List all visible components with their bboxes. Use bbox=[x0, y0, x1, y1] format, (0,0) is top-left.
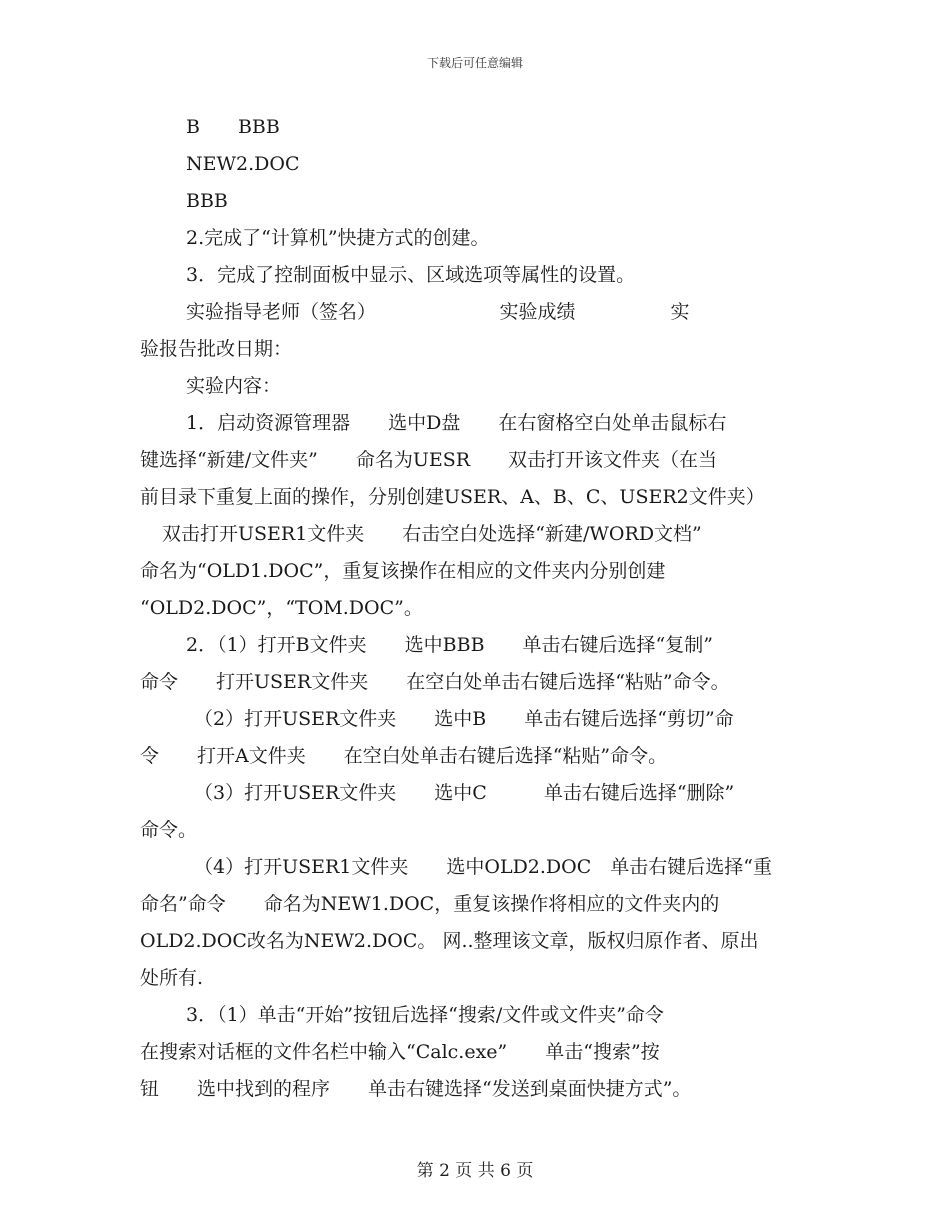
text-line: （2）打开USER文件夹 选中B 单击右键后选择“剪切”命 bbox=[194, 708, 734, 730]
text-line: 前目录下重复上面的操作，分别创建USER、A、B、C、USER2文件夹） bbox=[140, 486, 765, 508]
text-line: 在搜索对话框的文件名栏中输入“Calc.exe” 单击“搜索”按 bbox=[140, 1041, 660, 1063]
text-line: “OLD2.DOC”，“TOM.DOC”。 bbox=[140, 597, 423, 619]
page-footer: 第 2 页 共 6 页 bbox=[416, 1161, 534, 1181]
text-line: 命令。 bbox=[140, 819, 198, 841]
text-line: 处所有. bbox=[140, 967, 204, 989]
text-line: （4）打开USER1文件夹 选中OLD2.DOC 单击右键后选择“重 bbox=[194, 856, 772, 878]
text-line: 验报告批改日期： bbox=[140, 338, 293, 360]
text-line: 实验内容： bbox=[186, 375, 282, 397]
text-line: 双击打开USER1文件夹 右击空白处选择“新建/WORD文档” bbox=[162, 523, 702, 545]
text-line: 令 打开A文件夹 在空白处单击右键后选择“粘贴”命令。 bbox=[140, 745, 668, 767]
text-line: 实验指导老师（签名） 实验成绩 实 bbox=[186, 301, 690, 323]
text-line: 3．完成了控制面板中显示、区域选项等属性的设置。 bbox=[186, 264, 636, 286]
text-line: B BBB bbox=[186, 116, 280, 138]
text-line: NEW2.DOC bbox=[186, 153, 300, 175]
text-line: 命名”命令 命名为NEW1.DOC，重复该操作将相应的文件夹内的 bbox=[140, 893, 720, 915]
page-header: 下载后可任意编辑 bbox=[426, 56, 523, 70]
text-line: 2.完成了“计算机”快捷方式的创建。 bbox=[186, 227, 490, 249]
text-line: 键选择“新建/文件夹” 命名为UESR 双击打开该文件夹（在当 bbox=[140, 449, 718, 471]
text-line: BBB bbox=[186, 190, 228, 212]
text-line: 命名为“OLD1.DOC”，重复该操作在相应的文件夹内分别创建 bbox=[140, 560, 666, 582]
text-line: 钮 选中找到的程序 单击右键选择“发送到桌面快捷方式”。 bbox=[140, 1078, 692, 1100]
text-line: OLD2.DOC改名为NEW2.DOC。 网..整理该文章，版权归原作者、原出 bbox=[140, 930, 759, 952]
text-line: 2．（1）打开B文件夹 选中BBB 单击右键后选择“复制” bbox=[186, 634, 713, 656]
text-line: 命令 打开USER文件夹 在空白处单击右键后选择“粘贴”命令。 bbox=[140, 671, 730, 693]
text-line: 1．启动资源管理器 选中D盘 在右窗格空白处单击鼠标右 bbox=[186, 412, 727, 434]
text-line: 3．（1）单击“开始”按钮后选择“搜索/文件或文件夹”命令 bbox=[186, 1004, 664, 1026]
text-line: （3）打开USER文件夹 选中C 单击右键后选择“删除” bbox=[194, 782, 735, 804]
